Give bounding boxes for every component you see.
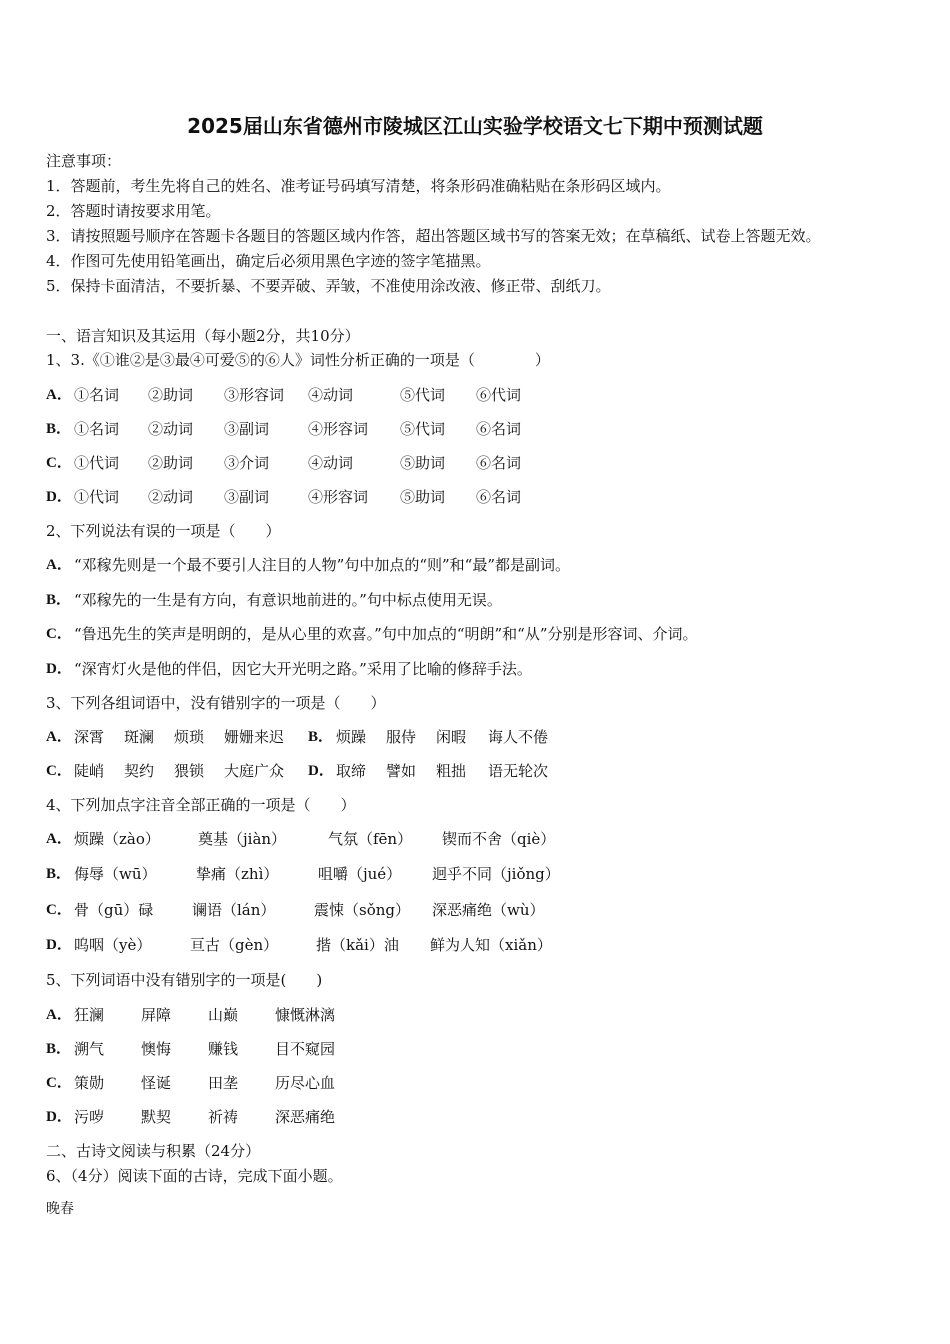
- option-item: 慷慨淋漓: [275, 1006, 336, 1024]
- option-label: A．: [46, 729, 72, 745]
- option-item: ①名词: [74, 386, 120, 404]
- option-item: 服侍: [386, 728, 417, 746]
- option-label: B．: [46, 421, 72, 437]
- option-item: ②助词: [148, 386, 194, 404]
- option-item: 祈祷: [208, 1108, 239, 1126]
- option-label: A．: [46, 831, 72, 847]
- option-label: D．: [46, 1109, 72, 1125]
- option-item: 契约: [124, 762, 155, 780]
- option-label: D．: [46, 489, 72, 505]
- option-item: 屏障: [141, 1006, 172, 1024]
- notice-item: 1．答题前，考生先将自己的姓名、准考证号码填写清楚，将条形码准确粘贴在条形码区域内。: [46, 177, 671, 195]
- option-item: 田垄: [208, 1074, 239, 1092]
- question-stem: 1、3.《①谁②是③最④可爱⑤的⑥人》词性分析正确的一项是（ ）: [46, 351, 550, 369]
- option-label: B．: [308, 729, 334, 745]
- option-item: 谰语（lán）: [192, 901, 276, 919]
- option-item: 锲而不舍（qiè）: [442, 830, 556, 848]
- option-label: C．: [46, 1075, 72, 1091]
- option-item: 懊悔: [141, 1040, 172, 1058]
- notice-heading: 注意事项：: [46, 152, 122, 170]
- question-stem: 4、下列加点字注音全部正确的一项是（ ）: [46, 796, 356, 814]
- option-item: 怪诞: [141, 1074, 172, 1092]
- option-item: 鲜为人知（xiǎn）: [430, 936, 552, 954]
- option-item: 污哕: [74, 1108, 105, 1126]
- option-item: 取缔: [336, 762, 367, 780]
- option-label: A．: [46, 1007, 72, 1023]
- option-item: 烦躁（zào）: [74, 830, 160, 848]
- option-item: 大庭广众: [224, 762, 285, 780]
- option-item: ①代词: [74, 454, 120, 472]
- notice-item: 4．作图可先使用铅笔画出，确定后必须用黑色字迹的签字笔描黑。: [46, 252, 491, 270]
- option-item: ⑥名词: [476, 420, 522, 438]
- option-item: 骨（gū）碌: [74, 901, 154, 919]
- notice-item: 5．保持卡面清洁，不要折暴、不要弄破、弄皱，不准使用涂改液、修正带、刮纸刀。: [46, 277, 611, 295]
- option-item: ⑤助词: [400, 488, 446, 506]
- option-item: 深恶痛绝: [275, 1108, 336, 1126]
- option-item: ④形容词: [308, 420, 369, 438]
- option-item: 粗拙: [436, 762, 467, 780]
- option-item: 迥乎不同（jiǒng）: [432, 865, 560, 883]
- option-item: 山巅: [208, 1006, 239, 1024]
- option-item: ①代词: [74, 488, 120, 506]
- question-stem: 5、下列词语中没有错别字的一项是( ): [46, 971, 323, 989]
- option-item: 历尽心血: [275, 1074, 336, 1092]
- option-item: ⑤代词: [400, 420, 446, 438]
- section-heading: 二、古诗文阅读与积累（24分）: [46, 1142, 261, 1160]
- option-label: C．: [46, 455, 72, 471]
- option-item: 譬如: [386, 762, 417, 780]
- notice-item: 2．答题时请按要求用笔。: [46, 202, 221, 220]
- section-heading: 一、语言知识及其运用（每小题2分，共10分）: [46, 327, 360, 345]
- option-item: 震悚（sǒng）: [314, 901, 410, 919]
- option-label: A．: [46, 557, 72, 573]
- option-label: C．: [46, 763, 72, 779]
- option-item: 斑澜: [124, 728, 155, 746]
- option-text: “深宵灯火是他的伴侣，因它大开光明之路。”采用了比喻的修辞手法。: [74, 660, 532, 678]
- option-label: C．: [46, 902, 72, 918]
- option-item: ③介词: [224, 454, 270, 472]
- option-item: 诲人不倦: [488, 728, 549, 746]
- option-item: ⑥代词: [476, 386, 522, 404]
- option-item: ④动词: [308, 386, 354, 404]
- option-label: D．: [46, 937, 72, 953]
- option-label: B．: [46, 592, 72, 608]
- option-item: ②动词: [148, 420, 194, 438]
- option-item: 溯气: [74, 1040, 105, 1058]
- option-item: 深霄: [74, 728, 105, 746]
- option-item: ④形容词: [308, 488, 369, 506]
- option-item: ③副词: [224, 488, 270, 506]
- option-item: 狂澜: [74, 1006, 105, 1024]
- option-item: 气氛（fēn）: [328, 830, 413, 848]
- option-label: C．: [46, 626, 72, 642]
- question-stem: 6、（4分）阅读下面的古诗，完成下面小题。: [46, 1167, 343, 1185]
- option-item: 烦琐: [174, 728, 205, 746]
- option-item: ⑤代词: [400, 386, 446, 404]
- option-item: 闲暇: [436, 728, 467, 746]
- poem-title: 晚春: [46, 1201, 74, 1217]
- option-item: 奠基（jiàn）: [198, 830, 287, 848]
- option-item: 烦躁: [336, 728, 367, 746]
- option-item: ⑥名词: [476, 488, 522, 506]
- option-item: 侮辱（wū）: [74, 865, 157, 883]
- option-item: 挚痛（zhì）: [196, 865, 279, 883]
- option-item: ⑤助词: [400, 454, 446, 472]
- question-stem: 2、下列说法有误的一项是（ ）: [46, 522, 281, 540]
- option-text: “邓稼先的一生是有方向，有意识地前进的。”句中标点使用无误。: [74, 591, 502, 609]
- option-item: 语无轮次: [488, 762, 549, 780]
- option-item: 咀嚼（jué）: [318, 865, 402, 883]
- option-label: D．: [308, 763, 334, 779]
- option-item: 陡峭: [74, 762, 105, 780]
- option-label: B．: [46, 1041, 72, 1057]
- notice-item: 3．请按照题号顺序在答题卡各题目的答题区域内作答，超出答题区域书写的答案无效；在草稿纸、试卷上答题无效。: [46, 227, 821, 245]
- option-item: 揩（kǎi）油: [316, 936, 399, 954]
- option-label: B．: [46, 866, 72, 882]
- option-label: D．: [46, 661, 72, 677]
- option-item: 深恶痛绝（wù）: [432, 901, 545, 919]
- option-item: ②助词: [148, 454, 194, 472]
- option-label: A．: [46, 387, 72, 403]
- option-item: ②动词: [148, 488, 194, 506]
- option-item: 姗姗来迟: [224, 728, 285, 746]
- option-item: 亘古（gèn）: [190, 936, 279, 954]
- option-item: 默契: [141, 1108, 172, 1126]
- option-item: 猥锁: [174, 762, 205, 780]
- option-item: 呜咽（yè）: [74, 936, 152, 954]
- option-item: 策勋: [74, 1074, 105, 1092]
- option-item: ①名词: [74, 420, 120, 438]
- option-item: ④动词: [308, 454, 354, 472]
- option-item: 赚钱: [208, 1040, 239, 1058]
- option-item: ③副词: [224, 420, 270, 438]
- option-text: “邓稼先则是一个最不要引人注目的人物”句中加点的“则”和“最”都是副词。: [74, 556, 571, 574]
- page-title: 2025届山东省德州市陵城区江山实验学校语文七下期中预测试题: [187, 114, 763, 138]
- option-item: 目不窥园: [275, 1040, 336, 1058]
- option-item: ③形容词: [224, 386, 285, 404]
- option-item: ⑥名词: [476, 454, 522, 472]
- question-stem: 3、下列各组词语中，没有错别字的一项是（ ）: [46, 694, 386, 712]
- option-text: “鲁迅先生的笑声是明朗的，是从心里的欢喜。”句中加点的“明朗”和“从”分别是形容词、介词。: [74, 625, 698, 643]
